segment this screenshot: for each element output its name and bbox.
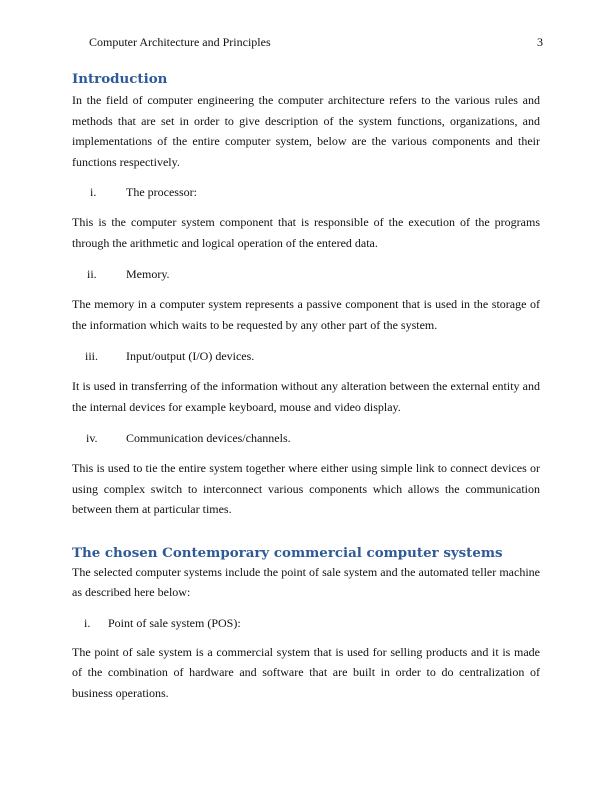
running-header-title: Computer Architecture and Principles bbox=[89, 35, 271, 49]
list-item-label: The processor: bbox=[126, 185, 197, 199]
list-item-number: ii. bbox=[87, 267, 97, 281]
page-content bbox=[72, 70, 540, 703]
list-item-number: i. bbox=[84, 615, 91, 630]
processor-description: This is the computer system component that is responsible of the execution of the programs through the arithmetic and logical operation of the entered data. bbox=[72, 215, 540, 250]
io-devices-description: It is used in transferring of the information without any alteration between the external entity and the internal devices for example keyboard, mouse and video display. bbox=[72, 379, 540, 414]
page-number: 3 bbox=[537, 35, 543, 49]
pos-description: The point of sale system is a commercial system that is used for selling products and it is made of the combination of hardware and software that are built in order to do centralization of business operations. bbox=[72, 644, 540, 700]
list-item-processor bbox=[72, 185, 540, 199]
list-item-label: Memory. bbox=[126, 267, 170, 281]
list-item-communication bbox=[72, 431, 540, 445]
communication-description: This is used to tie the entire system together where either using simple link to connect devices or using complex switch to interconnect various components which allows the communication between them at particular times. bbox=[72, 461, 540, 516]
memory-description: The memory in a computer system represents a passive component that is used in the storage of the information which waits to be requested by any other part of the system. bbox=[72, 297, 540, 332]
list-item-number: iv. bbox=[86, 431, 98, 445]
chosen-systems-paragraph: The selected computer systems include the point of sale system and the automated teller machine as described here below: bbox=[72, 564, 540, 599]
list-item-label: Input/output (I/O) devices. bbox=[126, 349, 255, 363]
list-item-number: i. bbox=[90, 185, 97, 199]
list-item-label: Point of sale system (POS): bbox=[108, 615, 241, 630]
introduction-paragraph: In the field of computer engineering the computer architecture refers to the various rules and methods that are set in order to give description of the system functions, organizations, and implementations of the entire computer system, below are the various components and their functions respectively. bbox=[72, 93, 540, 169]
introduction-heading: Introduction bbox=[72, 71, 168, 87]
list-item-label: Communication devices/channels. bbox=[126, 431, 291, 445]
list-item-memory bbox=[72, 267, 540, 281]
list-item-number: iii. bbox=[85, 349, 99, 363]
list-item-io-devices bbox=[72, 349, 540, 363]
chosen-systems-heading: The chosen Contemporary commercial computer systems bbox=[72, 544, 503, 561]
list-item-pos bbox=[72, 616, 540, 630]
